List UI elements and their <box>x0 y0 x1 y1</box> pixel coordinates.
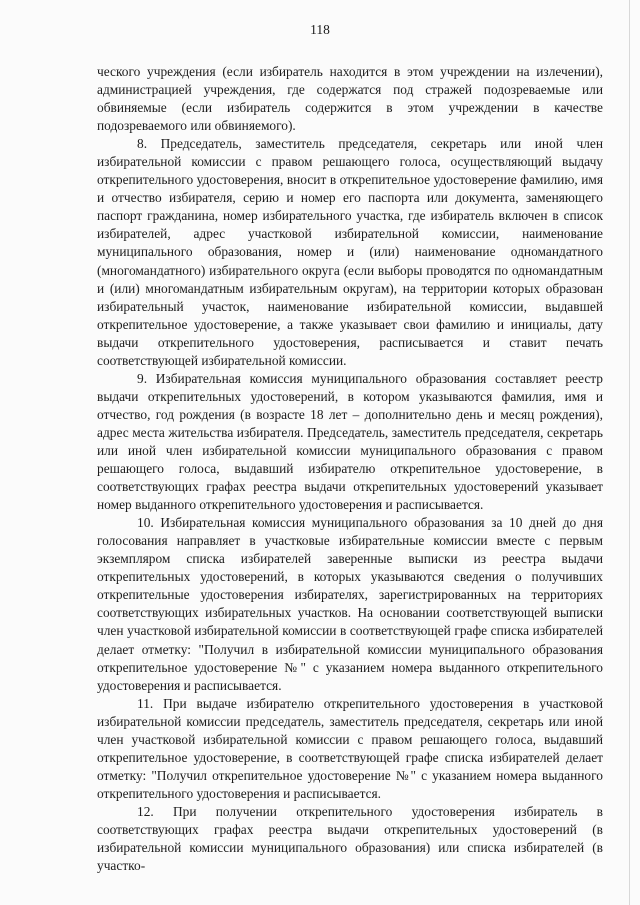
paragraph-continuation: ческого учреждения (если избиратель находится в этом учреждении на излечении), администрацией учреждения, где содержатся под стражей подозреваемые или обвиняемые (если избиратель содержится в этом учреждении в качестве подозреваемого или обвиняемого). <box>97 64 603 134</box>
body-text <box>97 63 603 875</box>
paragraph-9: 9. Избирательная комиссия муниципального образования составляет реестр выдачи открепительных удостоверений, в котором указываются фамилия, имя и отчество, год рождения (в возрасте 18 лет – дополнительно день и месяц рождения), адрес места жительства избирателя. Председатель, заместитель председателя, секретарь или иной член избирательной комиссии муниципального образования с правом решающего голоса, выдавший избирателю открепительное удостоверение, в соответствующих графах реестра выдачи открепительных удостоверений указывает номер выданного открепительного удостоверения и расписывается. <box>97 370 603 513</box>
page-number: 118 <box>310 22 330 37</box>
paragraph-11: 11. При выдаче избирателю открепительного удостоверения в участковой избирательной комиссии председатель, заместитель председателя, секретарь или иной член участковой избирательной комиссии с правом решающего голоса, выдавший открепительное удостоверение, в соответствующей графе списка избирателей делает отметку: "Получил открепительное удостоверение №" с указанием номера выданного открепительного удостоверения и расписывается. <box>97 695 603 801</box>
paragraph-12: 12. При получении открепительного удостоверения избиратель в соответствующих графах реестра выдачи открепительных удостоверений (в избирательной комиссии муниципального образования) или списка избирателей (в участко- <box>97 803 603 874</box>
paragraph-10: 10. Избирательная комиссия муниципального образования за 10 дней до дня голосования направляет в участковые избирательные комиссии вместе с первым экземпляром списка избирателей заверенные выписки из реестра выдачи открепительных удостоверений, в которых указываются сведения о получивших открепительные удостоверения избирателях, зарегистрированных на территориях соответствующих избирательных участков. На основании соответствующей выписки член участковой избирательной комиссии в соответствующей графе списка избирателей делает отметку: "Получил в избирательной комиссии муниципального образования открепительное удостоверение №" с указанием номера выданного открепительного удостоверения и расписывается. <box>97 515 603 693</box>
paragraph-8: 8. Председатель, заместитель председателя, секретарь или иной член избирательной комиссии с правом решающего голоса, осуществляющий выдачу открепительного удостоверения, вносит в открепительное удостоверение фамилию, имя и отчество избирателя, серию и номер его паспорта или документа, заменяющего паспорт гражданина, номер избирательного участка, где избиратель включен в список избирателей, адрес участковой избирательной комиссии, наименование муниципального образования, номер и (или) наименование одномандатного (многомандатного) избирательного округа (если выборы проводятся по одномандатным и (или) многомандатным избирательным округам), на территории которых образован избирательный участок, наименование избирательной комиссии, выдавшей открепительное удостоверение, а также указывает свои фамилию и инициалы, дату выдачи открепительного удостоверения, расписывается и ставит печать соответствующей избирательной комиссии. <box>97 136 603 368</box>
page-edge-divider <box>629 0 630 905</box>
